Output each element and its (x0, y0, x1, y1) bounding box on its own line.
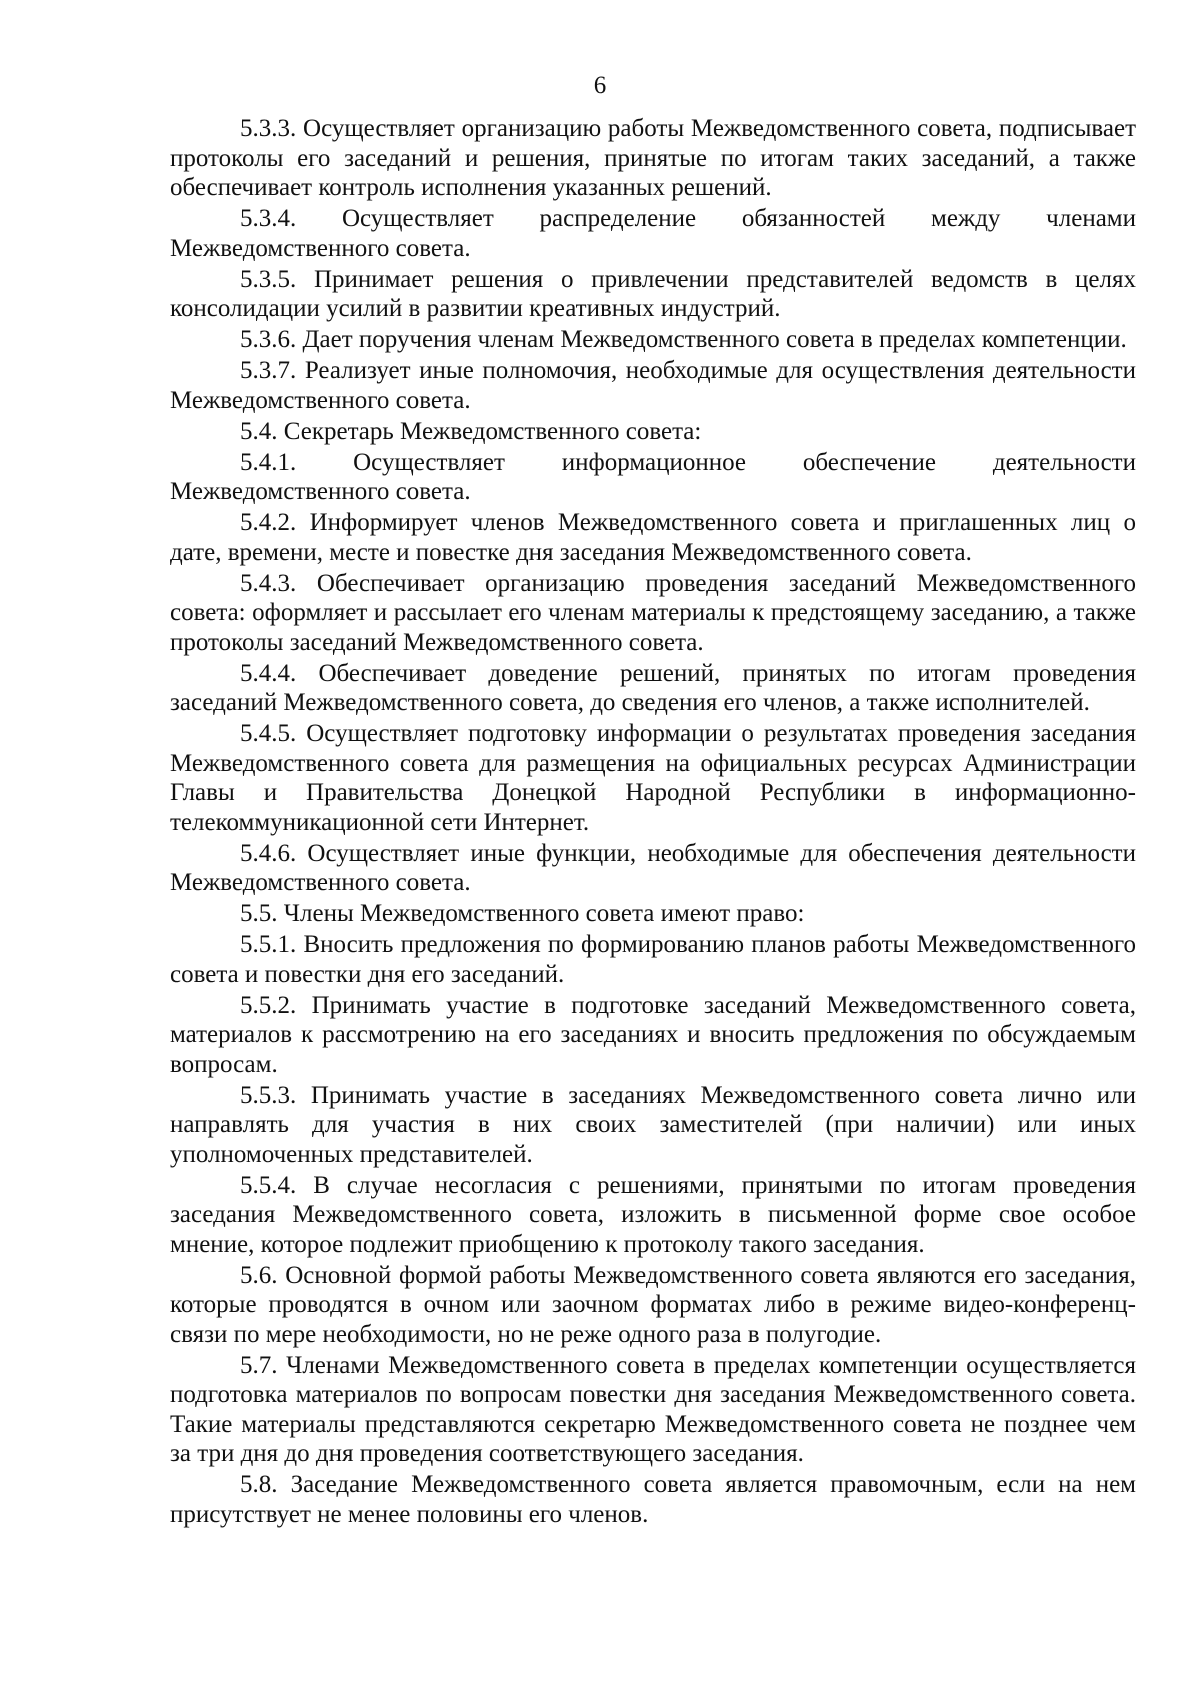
paragraph-5-4-3: 5.4.3. Обеспечивает организацию проведения заседаний Межведомственного совета: оформляет и рассылает его членам материалы к предстоящему заседанию, а также протоколы заседаний Межведомственного совета. (170, 569, 1136, 656)
paragraph-5-5-1: 5.5.1. Вносить предложения по формированию планов работы Межведомственного совета и повестки дня его заседаний. (170, 931, 1136, 988)
paragraph-5-4-6: 5.4.6. Осуществляет иные функции, необходимые для обеспечения деятельности Межведомственного совета. (170, 839, 1136, 896)
page-number: 6 (593, 72, 607, 99)
paragraph-5-5: 5.5. Члены Межведомственного совета имеют право: (240, 900, 805, 927)
paragraph-5-4: 5.4. Секретарь Межведомственного совета: (240, 417, 702, 445)
document-body (170, 114, 1136, 1531)
paragraph-5-6: 5.6. Основной формой работы Межведомственного совета являются его заседания, которые проводятся в очном или заочном форматах либо в режиме видео-конференц-связи по мере необходимости, но не реже одного раза в полугодие. (170, 1261, 1136, 1348)
paragraph-5-5-2: 5.5.2. Принимать участие в подготовке заседаний Межведомственного совета, материалов к рассмотрению на его заседаниях и вносить предложения по обсуждаемым вопросам. (170, 991, 1136, 1078)
paragraph-5-4-1: 5.4.1. Осуществляет информационное обеспечение деятельности Межведомственного совета. (170, 448, 1136, 505)
paragraph-5-4-2: 5.4.2. Информирует членов Межведомственного совета и приглашенных лиц о дате, времени, месте и повестке дня заседания Межведомственного совета. (170, 509, 1136, 566)
paragraph-5-5-4: 5.5.4. В случае несогласия с решениями, принятыми по итогам проведения заседания Межведомственного совета, изложить в письменной форме свое особое мнение, которое подлежит приобщению к протоколу такого заседания. (170, 1171, 1136, 1258)
paragraph-5-4-4: 5.4.4. Обеспечивает доведение решений, принятых по итогам проведения заседаний Межведомственного совета, до сведения его членов, а также исполнителей. (170, 659, 1136, 716)
paragraph-5-5-3: 5.5.3. Принимать участие в заседаниях Межведомственного совета лично или направлять для участия в них своих заместителей (при наличии) или иных уполномоченных представителей. (170, 1081, 1136, 1168)
paragraph-5-3-4: 5.3.4. Осуществляет распределение обязанностей между членами Межведомственного совета. (170, 205, 1136, 262)
paragraph-5-8: 5.8. Заседание Межведомственного совета является правомочным, если на нем присутствует не менее половины его членов. (170, 1471, 1136, 1528)
paragraph-5-7: 5.7. Членами Межведомственного совета в пределах компетенции осуществляется подготовка материалов по вопросам повестки дня заседания Межведомственного совета. Такие материалы представляются секретарю Межведомственного совета не позднее чем за три дня до дня проведения соответствующего заседания. (170, 1351, 1136, 1467)
paragraph-5-3-7: 5.3.7. Реализует иные полномочия, необходимые для осуществления деятельности Межведомственного совета. (170, 357, 1136, 414)
paragraph-5-4-5: 5.4.5. Осуществляет подготовку информации о результатах проведения заседания Межведомственного совета для размещения на официальных ресурсах Администрации Главы и Правительства Донецкой Народной Республики в информационно-телекоммуникационной сети Интернет. (170, 720, 1136, 836)
paragraph-5-3-3: 5.3.3. Осуществляет организацию работы Межведомственного совета, подписывает протоколы его заседаний и решения, принятые по итогам таких заседаний, а также обеспечивает контроль исполнения указанных решений. (170, 115, 1136, 201)
paragraph-5-3-6: 5.3.6. Дает поручения членам Межведомственного совета в пределах компетенции. (240, 326, 1127, 353)
paragraph-5-3-5: 5.3.5. Принимает решения о привлечении представителей ведомств в целях консолидации усилий в развитии креативных индустрий. (170, 265, 1136, 322)
